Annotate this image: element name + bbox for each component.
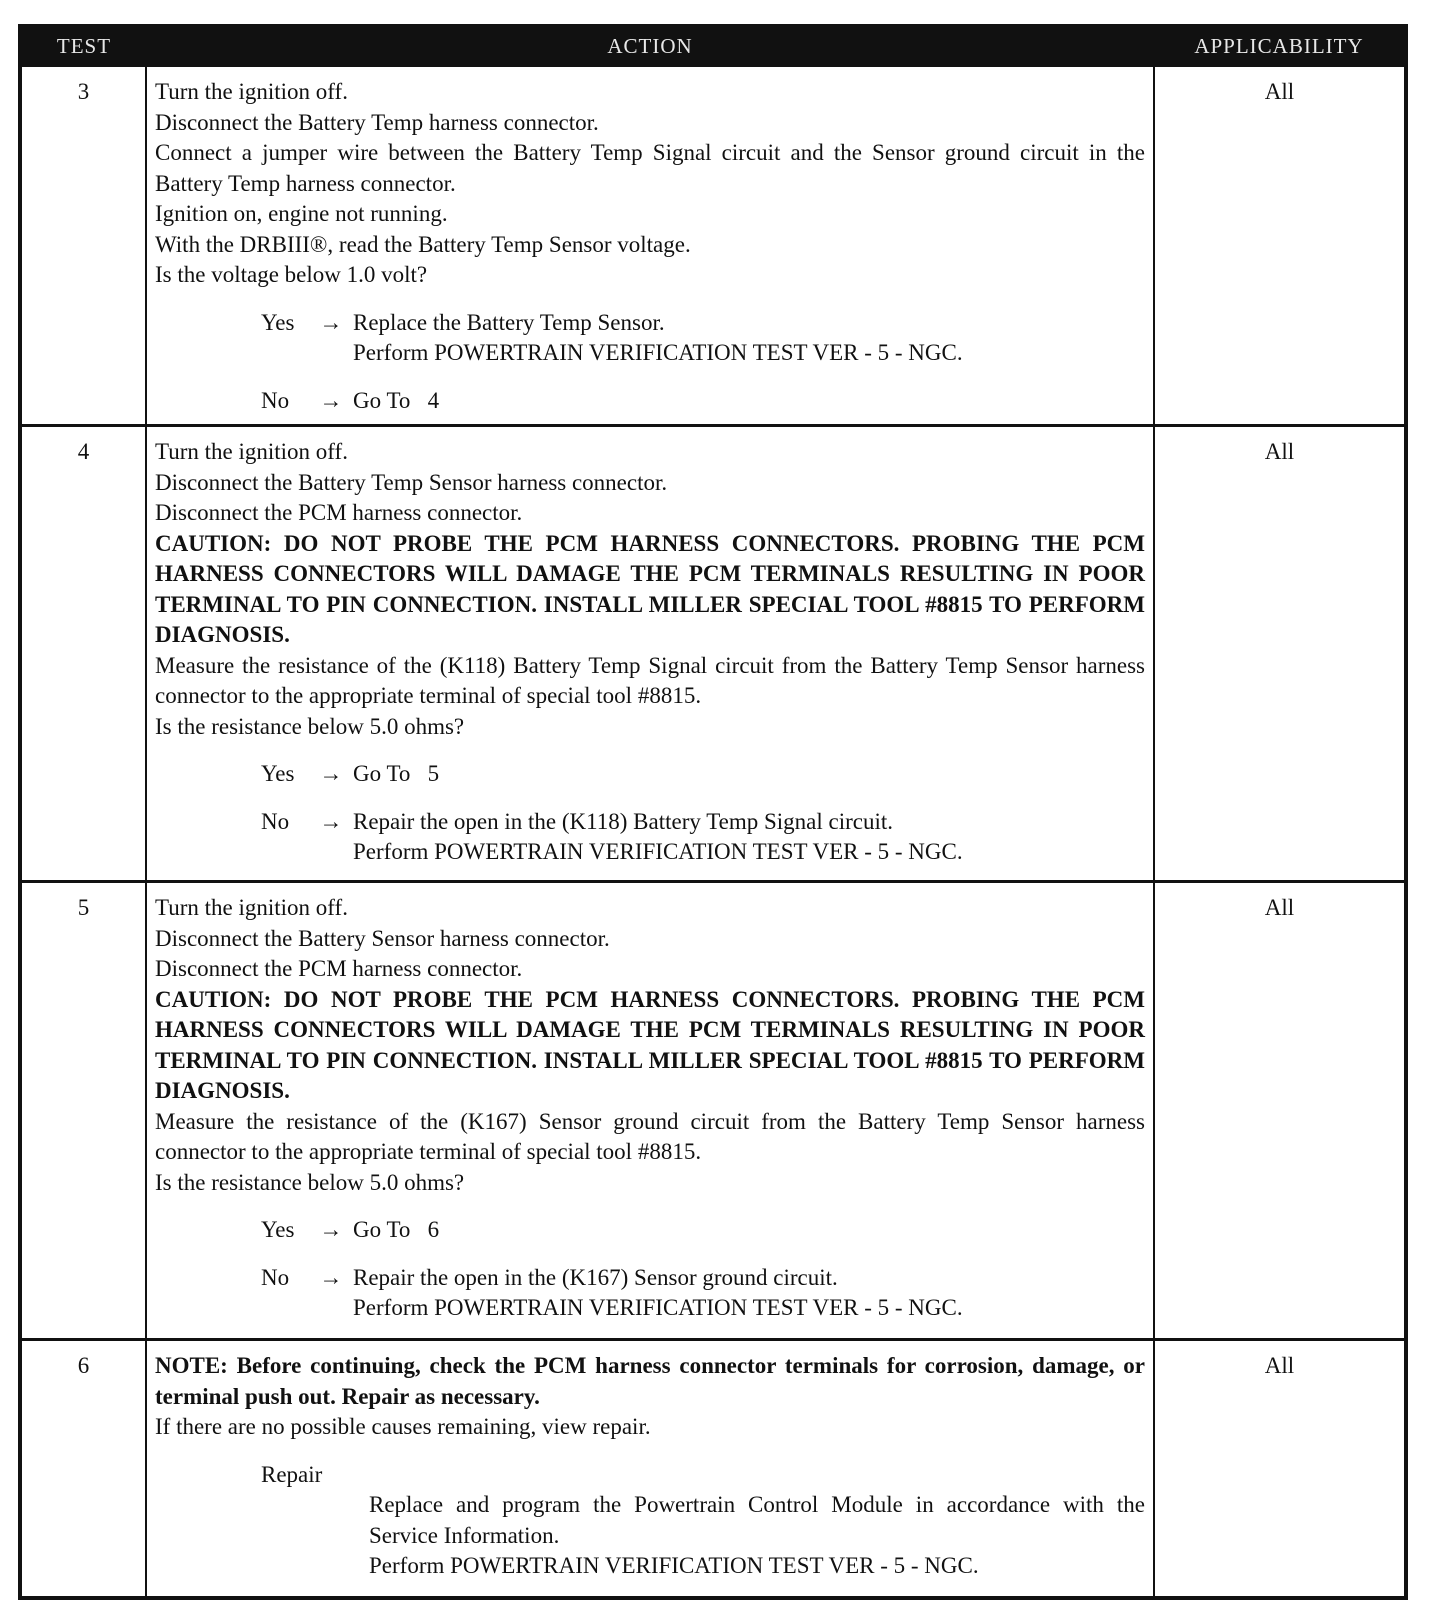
outcome-yes [261, 1215, 1145, 1246]
repair-line: Perform POWERTRAIN VERIFICATION TEST VER - 5 - NGC. [369, 1553, 979, 1578]
outcome-result: Repair the open in the (K167) Sensor ground circuit. [353, 1264, 838, 1290]
outcome-answer: Yes [261, 761, 295, 786]
action-cell [146, 1340, 1154, 1599]
action-step: Measure the resistance of the (K118) Battery Temp Signal circuit from the Battery Temp Sensor harness connector to the appropriate terminal of special tool #8815. [155, 652, 1145, 708]
outcome-result: Go To 5 [353, 761, 440, 786]
applicability-cell: All [1154, 1340, 1406, 1599]
action-step: Disconnect the Battery Temp harness connector. [155, 109, 599, 135]
action-cell [146, 66, 1154, 426]
header-applicability: APPLICABILITY [1154, 26, 1406, 66]
outcome-no [261, 807, 1145, 868]
outcome-result: Go To 4 [353, 387, 440, 413]
test-number: 5 [20, 882, 146, 1340]
table-row-test-4 [20, 426, 1406, 882]
action-step: Disconnect the Battery Sensor harness connector. [155, 925, 610, 951]
outcome-answer: No [261, 808, 290, 834]
test-number: 3 [20, 66, 146, 426]
applicability-cell: All [1154, 882, 1406, 1340]
applicability-cell: All [1154, 66, 1406, 426]
action-cell [146, 426, 1154, 882]
outcome-result: Go To 6 [353, 1217, 440, 1242]
outcome-answer: Yes [261, 309, 295, 335]
test-number: 6 [20, 1340, 146, 1599]
outcome-result: Perform POWERTRAIN VERIFICATION TEST VER - 5 - NGC. [353, 340, 963, 365]
outcome-result: Perform POWERTRAIN VERIFICATION TEST VER - 5 - NGC. [353, 839, 963, 864]
outcome-answer: No [261, 1264, 290, 1290]
action-step: Ignition on, engine not running. [155, 201, 448, 226]
action-step: Disconnect the PCM harness connector. [155, 500, 523, 525]
table-row-test-5 [20, 882, 1406, 1340]
outcome-no [261, 1263, 1145, 1324]
header-action: ACTION [146, 26, 1154, 66]
header-test: TEST [20, 26, 146, 66]
arrow-icon: → [319, 808, 343, 834]
action-question: Is the resistance below 5.0 ohms? [155, 713, 465, 739]
caution-text: CAUTION: DO NOT PROBE THE PCM HARNESS CONNECTORS. PROBING THE PCM HARNESS CONNECTORS WILL DAMAGE THE PCM TERMINALS RESULTING IN POOR TERMINAL TO PIN CONNECTION. INSTALL MILLER SPECIAL TOOL #8815 TO PERFORM DIAGNOSIS. [155, 530, 1145, 647]
outcome-result: Perform POWERTRAIN VERIFICATION TEST VER - 5 - NGC. [353, 1295, 963, 1320]
action-step: Disconnect the PCM harness connector. [155, 956, 523, 981]
outcome-yes [261, 759, 1145, 790]
table-row-test-6 [20, 1340, 1406, 1599]
diagnostic-test-table [18, 24, 1408, 1600]
action-step: Turn the ignition off. [155, 895, 348, 920]
outcome-no [261, 386, 1145, 417]
outcome-result: Replace the Battery Temp Sensor. [353, 309, 665, 335]
repair-label: Repair [261, 1461, 323, 1487]
action-cell [146, 882, 1154, 1340]
action-step: Disconnect the Battery Temp Sensor harness connector. [155, 469, 668, 495]
repair-line: Replace and program the Powertrain Control Module in accordance with the Service Information. [369, 1492, 1145, 1548]
table-row-test-3 [20, 66, 1406, 426]
repair-block [261, 1460, 1145, 1582]
arrow-icon: → [319, 1264, 343, 1290]
arrow-icon: → [319, 387, 343, 413]
action-step: Measure the resistance of the (K167) Sensor ground circuit from the Battery Temp Sensor harness connector to the appropriate terminal of special tool #8815. [155, 1108, 1145, 1164]
test-number: 4 [20, 426, 146, 882]
action-question: Is the resistance below 5.0 ohms? [155, 1169, 465, 1195]
arrow-icon: → [319, 309, 343, 335]
arrow-icon: → [319, 761, 343, 786]
outcome-answer: No [261, 387, 290, 413]
action-step: Turn the ignition off. [155, 439, 348, 464]
applicability-cell: All [1154, 426, 1406, 882]
note-text: NOTE: Before continuing, check the PCM harness connector terminals for corrosion, damage, or terminal push out. Repair as necessary. [155, 1353, 1145, 1409]
action-question: Is the voltage below 1.0 volt? [155, 262, 428, 287]
outcome-result: Repair the open in the (K118) Battery Temp Signal circuit. [353, 808, 894, 834]
caution-text: CAUTION: DO NOT PROBE THE PCM HARNESS CONNECTORS. PROBING THE PCM HARNESS CONNECTORS WILL DAMAGE THE PCM TERMINALS RESULTING IN POOR TERMINAL TO PIN CONNECTION. INSTALL MILLER SPECIAL TOOL #8815 TO PERFORM DIAGNOSIS. [155, 986, 1145, 1103]
outcome-yes [261, 308, 1145, 369]
table-header-row [20, 26, 1406, 66]
action-step: Connect a jumper wire between the Battery Temp Signal circuit and the Sensor ground circuit in the Battery Temp harness connector. [155, 140, 1145, 196]
action-step: If there are no possible causes remaining, view repair. [155, 1414, 651, 1439]
action-step: Turn the ignition off. [155, 79, 348, 104]
outcome-answer: Yes [261, 1217, 295, 1242]
arrow-icon: → [319, 1217, 343, 1242]
action-step: With the DRBIII®, read the Battery Temp Sensor voltage. [155, 231, 691, 257]
